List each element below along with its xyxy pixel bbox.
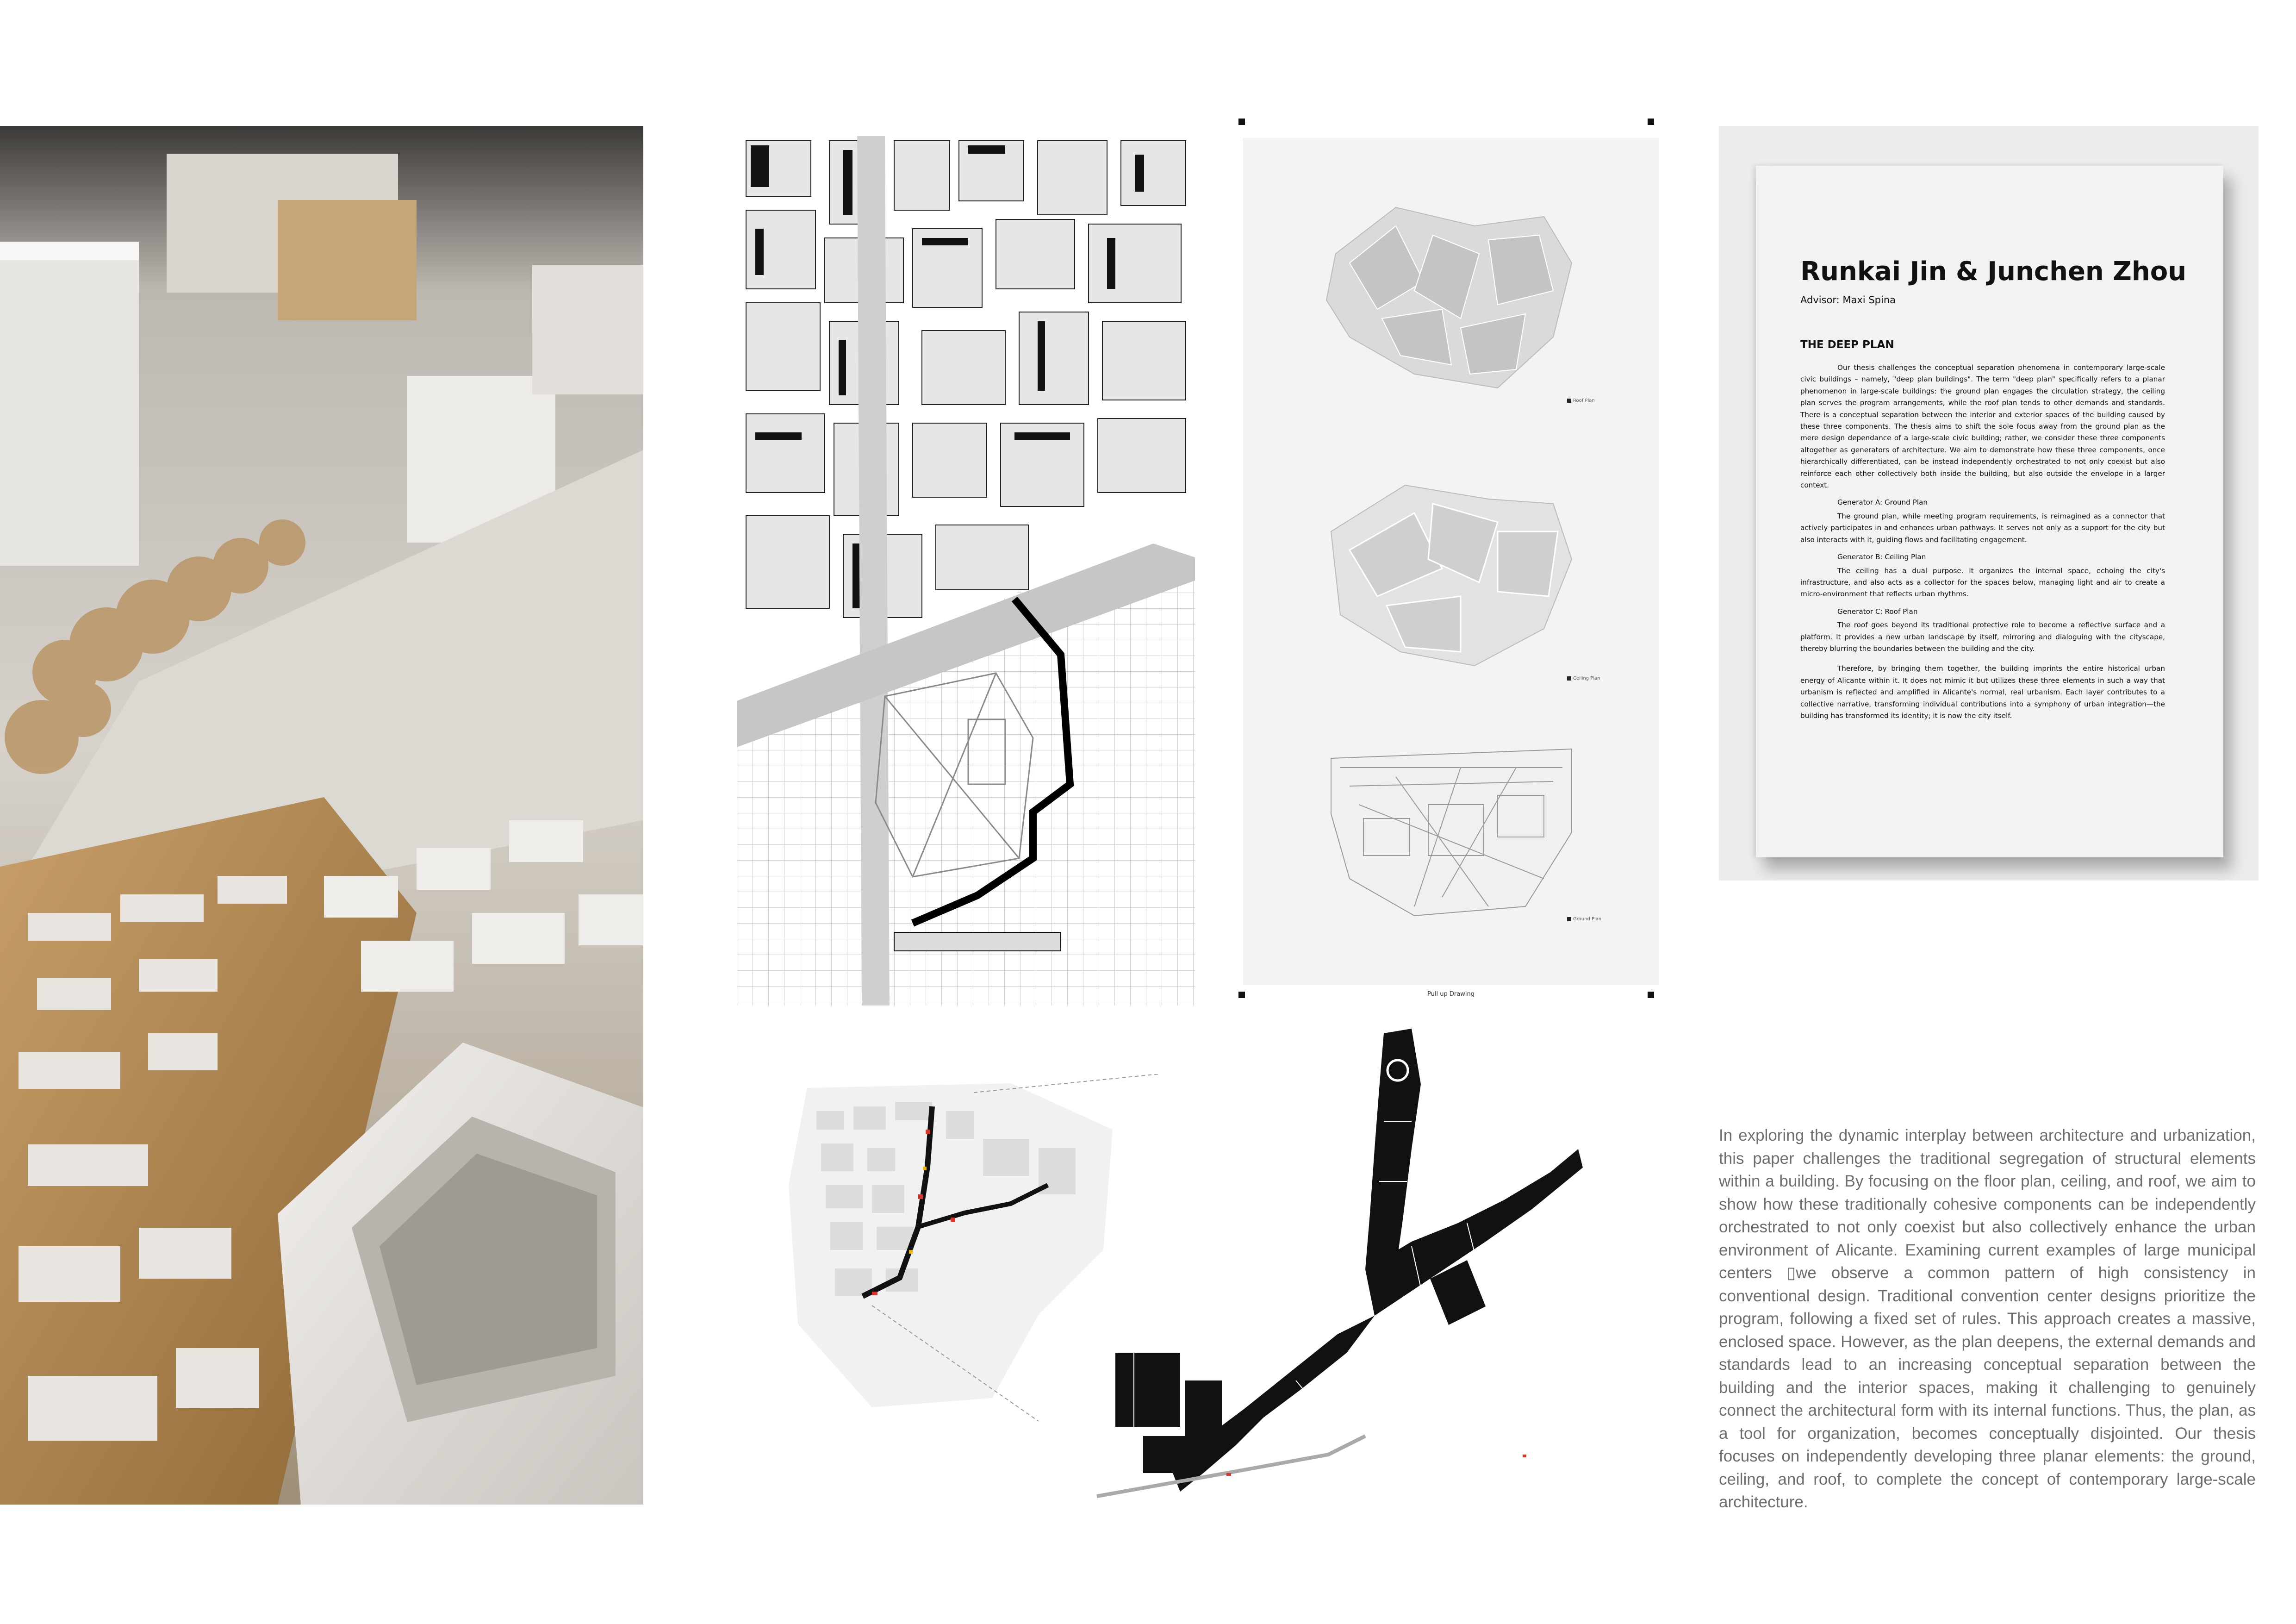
crop-mark xyxy=(1238,119,1245,125)
ground-plan-drawing-icon xyxy=(1322,740,1581,934)
ceiling-plan-drawing-icon xyxy=(1322,476,1581,675)
advisor-line: Advisor: Maxi Spina xyxy=(1800,294,1896,306)
roof-plan-drawing-icon xyxy=(1322,198,1581,397)
generator-a-title: Generator A: Ground Plan xyxy=(1837,498,1928,507)
site-model-photo xyxy=(0,126,643,1505)
site-model-photo-icon xyxy=(0,126,643,1505)
figure-ground-site-plan-icon xyxy=(737,136,1195,1006)
conclusion-paragraph: Therefore, by bringing them together, the building imprints the entire historical urban energy of Alicante within it. It does not mimic it but utilizes these three elements in such a way that urbanism is reflected and amplified in Alicante's normal, real urbanism. Each layer contributes to a collective narrative, transforming individual contributions into a symphony of urban integration—the building has transformed its identity; it is now the city itself. xyxy=(1800,664,2165,720)
generator-b-text: The ceiling has a dual purpose. It organizes the internal space, echoing the city's infrastructure, and also acts as a collector for the spaces below, managing light and air to create a micro-environment that reflects urban rhythms. xyxy=(1800,566,2165,599)
board-body xyxy=(1800,362,2165,727)
crop-mark xyxy=(1238,992,1245,998)
layer-caption: Ground Plan xyxy=(1567,917,1601,922)
intro-paragraph: Our thesis challenges the conceptual separation phenomena in contemporary large-scale civic buildings – namely, "deep plan buildings". The term "deep plan" specifically refers to a planar phenomenon in large-scale buildings: the ground plan engages the circulation strategy, the ceiling plan serves the program arrangements, while the roof plan tends to other demands and standards. There is a conceptual separation between the interior and exterior spaces of the building caused by these three components. The thesis aims to shift the sole focus away from the ground plan as the mere design dependance of a large-scale civic building; rather, we consider these three components altogether as generators of architecture. We aim to demonstrate how these three components, once hierarchically differentiated, can be instead independently orchestrated to not only coexist but also reinforce each other collectively both inside the building, but also outside the envelope in a larger context. xyxy=(1800,363,2165,490)
bullet-icon xyxy=(1567,676,1571,681)
crop-mark xyxy=(1648,119,1654,125)
pull-up-drawing-sheet xyxy=(1243,138,1659,985)
generator-b-title: Generator B: Ceiling Plan xyxy=(1837,553,1926,562)
bullet-icon xyxy=(1567,917,1571,921)
bullet-icon xyxy=(1567,399,1571,403)
abstract-paragraph: In exploring the dynamic interplay between architecture and urbanization, this paper challenges the traditional segregation of structural elements within a building. By focusing on the floor plan, ceiling, and roof, we aim to show how these traditionally cohesive components can be independently orchestrated to not only coexist but also collectively enhance the urban environment of Alicante. Examining current examples of large municipal centers ▯we observe a common pattern of high consistency in conventional design. Traditional convention center designs prioritize the program, following a fixed set of rules. This approach creates a massive, enclosed space. However, as the plan deepens, the external demands and standards lead to an increasing conceptual separation between the building and the interior spaces, making it challenging to genuinely connect the architectural form with its internal functions. Thus, the plan, as a tool for organization, becomes conceptually disjointed. Our thesis focuses on independently developing three planar elements: the ground, ceiling, and roof, to complete the concept of contemporary large-scale architecture. xyxy=(1719,1126,2256,1511)
generator-c-title: Generator C: Roof Plan xyxy=(1837,607,1918,616)
sheet-caption: Pull up Drawing xyxy=(1427,991,1475,998)
urban-path-figure-ground-icon xyxy=(1088,1029,1587,1513)
crop-mark xyxy=(1648,992,1654,998)
board-heading: THE DEEP PLAN xyxy=(1800,339,1894,351)
text-card xyxy=(1756,166,2223,857)
figure-ground-site-plan xyxy=(737,136,1195,1006)
generator-a-text: The ground plan, while meeting program requirements, is reimagined as a connector that actively participates in and enhances urban pathways. It serves not only as a support for the city but also interacts with it, guiding flows and facilitating engagement. xyxy=(1800,512,2165,544)
generator-c-text: The roof goes beyond its traditional protective role to become a reflective surface and a platform. It provides a new urban landscape by itself, mirroring and dialoguing with the cityscape, thereby blurring the boundaries between the building and the city. xyxy=(1800,621,2165,653)
layer-caption: Ceiling Plan xyxy=(1567,676,1600,681)
layer-caption: Roof Plan xyxy=(1567,398,1595,403)
text-board-photo xyxy=(1719,126,2259,881)
board-title: Runkai Jin & Junchen Zhou xyxy=(1800,256,2187,287)
